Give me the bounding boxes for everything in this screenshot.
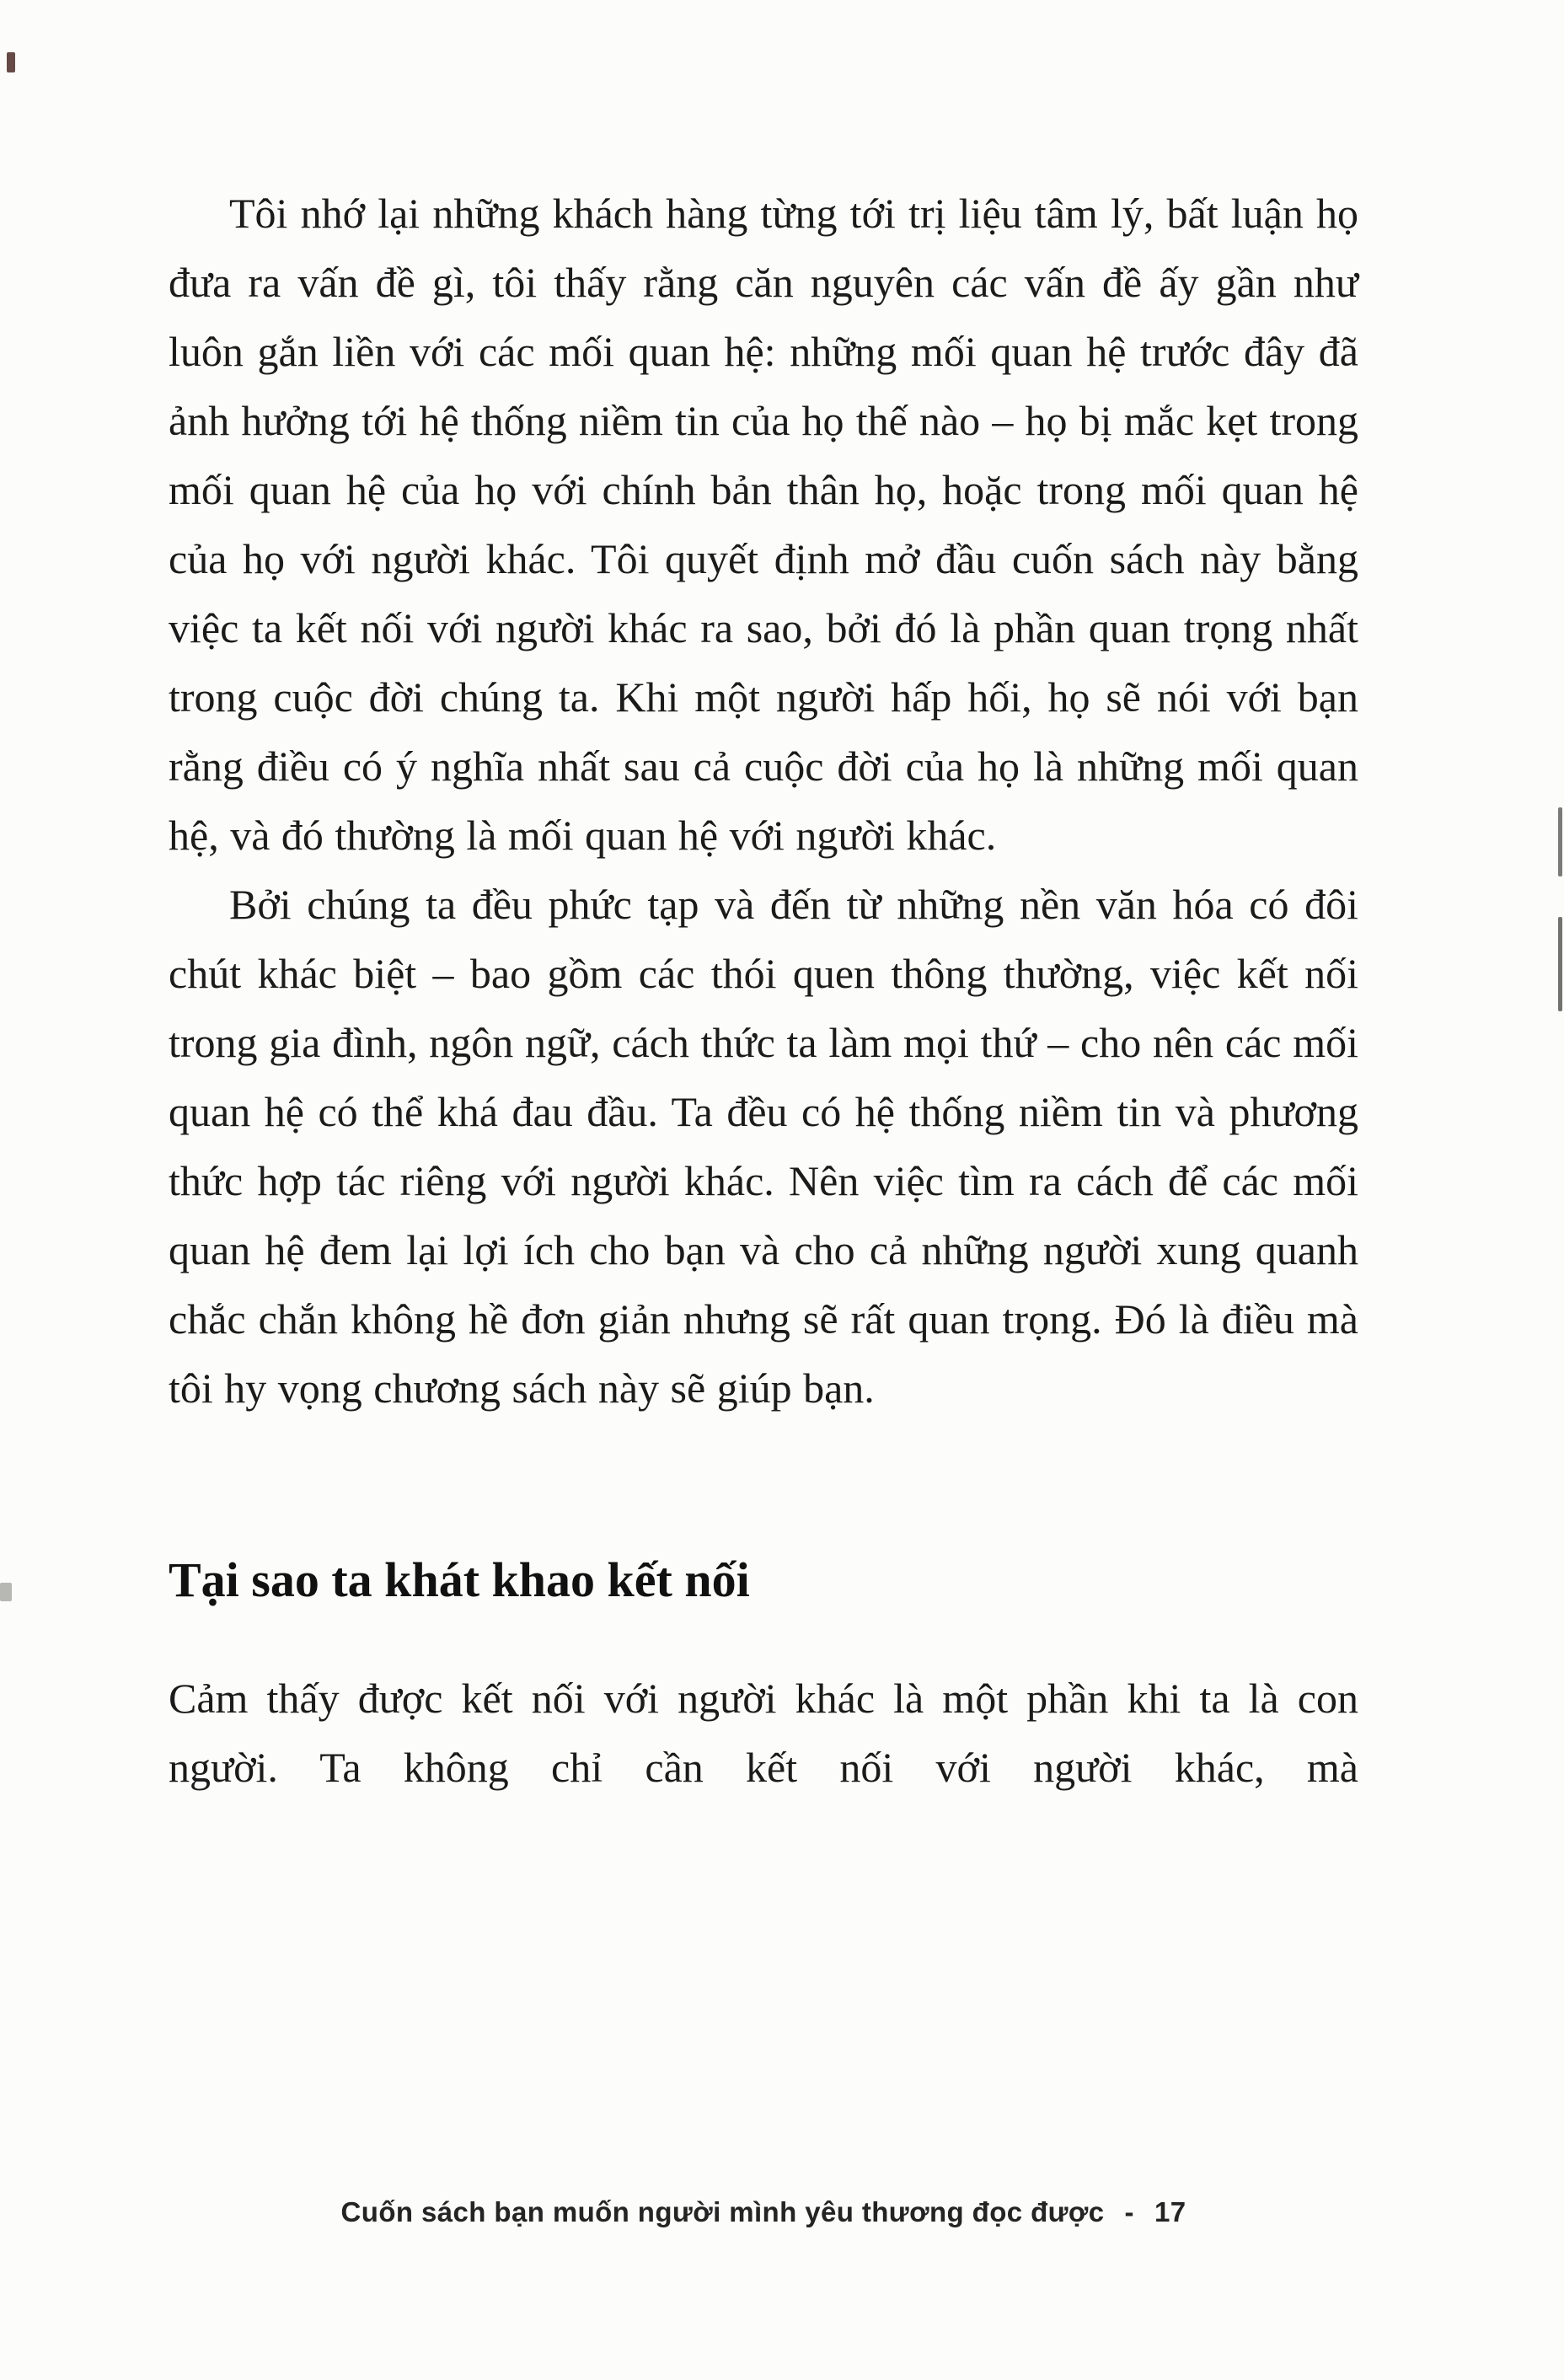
paragraph-2: Bởi chúng ta đều phức tạp và đến từ những nền văn hóa có đôi chút khác biệt – bao gồm các thói quen thông thường, việc kết nối trong gia đình, ngôn ngữ, cách thức ta làm mọi thứ – cho nên các mối quan hệ có thể khá đau đầu. Ta đều có hệ thống niềm tin và phương thức hợp tác riêng với người khác. Nên việc tìm ra cách để các mối quan hệ đem lại lợi ích cho bạn và cho cả những người xung quanh chắc chắn không hề đơn giản nhưng sẽ rất quan trọng. Đó là điều mà tôi hy vọng chương sách này sẽ giúp bạn. <box>169 881 1358 1412</box>
scan-artifact <box>7 52 15 72</box>
section-paragraph: Cảm thấy được kết nối với người khác là một phần khi ta là con người. Ta không chỉ cần kết nối với người khác, mà <box>169 1675 1358 1791</box>
footer-separator: - <box>1124 2196 1134 2227</box>
scan-artifact <box>1558 917 1562 1011</box>
footer-book-title: Cuốn sách bạn muốn người mình yêu thương đọc được <box>340 2196 1105 2227</box>
scan-artifact <box>1558 807 1562 876</box>
section-heading: Tại sao ta khát khao kết nối <box>169 1552 750 1607</box>
paragraph-1: Tôi nhớ lại những khách hàng từng tới trị liệu tâm lý, bất luận họ đưa ra vấn đề gì, tôi thấy rằng căn nguyên các vấn đề ấy gần như luôn gắn liền với các mối quan hệ: những mối quan hệ trước đây đã ảnh hưởng tới hệ thống niềm tin của họ thế nào – họ bị mắc kẹt trong mối quan hệ của họ với chính bản thân họ, hoặc trong mối quan hệ của họ với người khác. Tôi quyết định mở đầu cuốn sách này bằng việc ta kết nối với người khác ra sao, bởi đó là phần quan trọng nhất trong cuộc đời chúng ta. Khi một người hấp hối, họ sẽ nói với bạn rằng điều có ý nghĩa nhất sau cả cuộc đời của họ là những mối quan hệ, và đó thường là mối quan hệ với người khác. <box>169 190 1358 859</box>
scan-artifact <box>0 1583 12 1601</box>
page-content <box>169 179 1358 1802</box>
page-footer <box>169 2196 1358 2228</box>
page-number: 17 <box>1154 2196 1186 2227</box>
